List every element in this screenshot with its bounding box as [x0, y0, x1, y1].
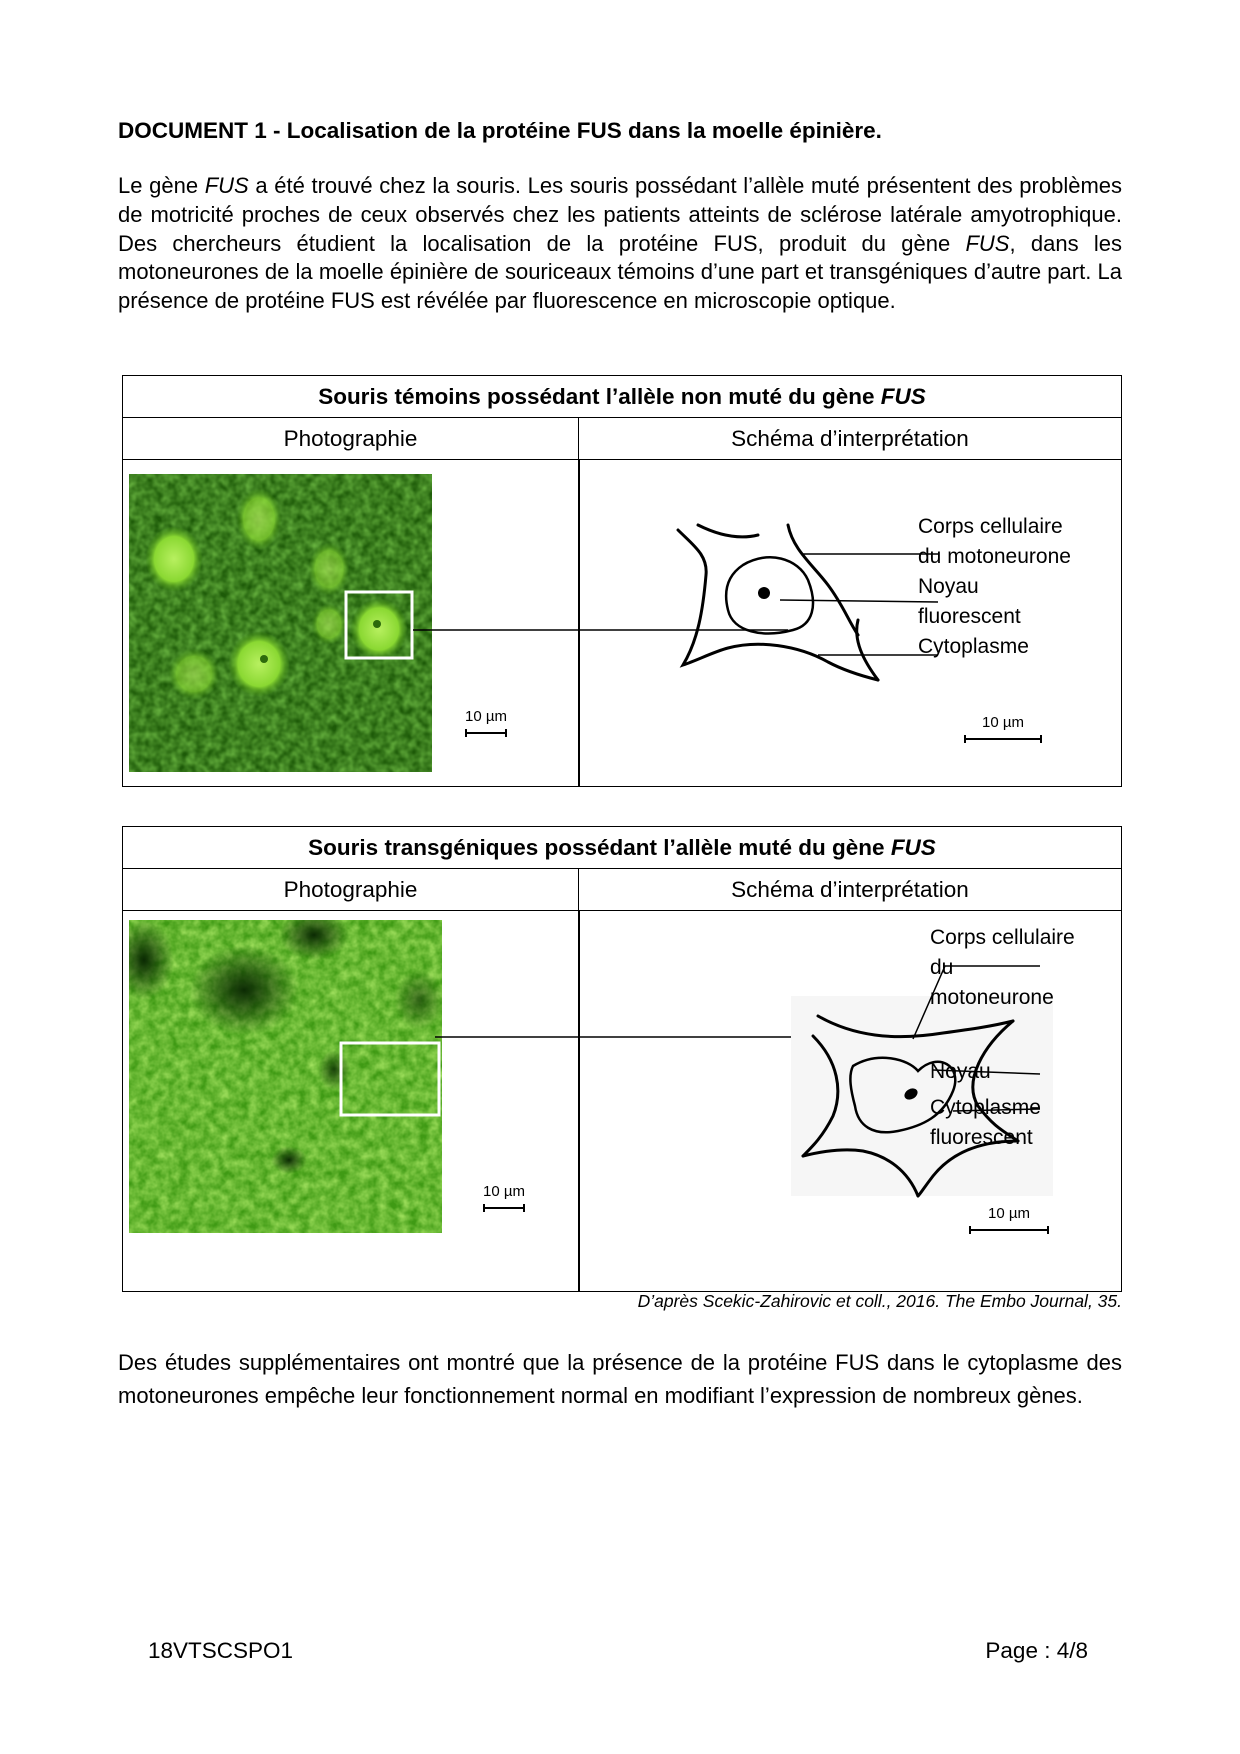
- panel-column-headers: [123, 418, 1121, 460]
- label-nucleus: Noyau: [930, 1060, 991, 1083]
- panel-transgenic-mice: [122, 826, 1122, 1292]
- column-photo-header: Photographie: [123, 418, 579, 459]
- column-schema-header: Schéma d’interprétation: [731, 426, 969, 451]
- fluorescence-micrograph: [129, 920, 442, 1233]
- panel-header: Souris témoins possédant l’allèle non muté du gène FUS: [123, 376, 1121, 418]
- document-title: DOCUMENT 1 - Localisation de la protéine FUS dans la moelle épinière.: [118, 118, 882, 143]
- label-cytoplasm: Cytoplasme fluorescent: [930, 1096, 1041, 1149]
- label-cytoplasm: Cytoplasme: [918, 635, 1029, 658]
- panel-body: [123, 460, 1121, 786]
- panel-body: [123, 911, 1121, 1291]
- panel-header: Souris transgéniques possédant l’allèle muté du gène FUS: [123, 827, 1121, 869]
- label-cell-body: Corps cellulaire du motoneurone: [918, 515, 1071, 568]
- footer-page-number: Page : 4/8: [985, 1638, 1088, 1663]
- fluorescence-micrograph: [129, 474, 432, 772]
- scale-bar-photo: 10 µm: [461, 708, 511, 737]
- panel-column-headers: [123, 869, 1121, 911]
- outro-paragraph: Des études supplémentaires ont montré que la présence de la protéine FUS dans le cytoplasme des motoneurones empêche leur fonctionnement normal en modifiant l’expression de nombreux gènes.: [118, 1350, 1122, 1408]
- scale-bar-photo: 10 µm: [479, 1183, 529, 1212]
- footer-code: 18VTSCSPO1: [148, 1638, 294, 1663]
- label-cell-body: Corps cellulaire du motoneurone: [930, 926, 1075, 1009]
- column-schema-header: Schéma d’interprétation: [731, 877, 969, 902]
- column-photo-header: Photographie: [123, 869, 579, 910]
- scale-bar-schema: 10 µm: [963, 714, 1043, 743]
- label-nucleus: Noyau fluorescent: [918, 575, 1021, 628]
- scale-bar-schema: 10 µm: [967, 1205, 1051, 1234]
- panel-control-mice: [122, 375, 1122, 787]
- source-caption: D’après Scekic-Zahirovic et coll., 2016. The Embo Journal, 35.: [637, 1291, 1122, 1311]
- intro-paragraph: Le gène FUS a été trouvé chez la souris. Les souris possédant l’allèle muté présentent des problèmes de motricité proches de ceux observés chez les patients atteints de sclérose latérale amyotrophique. Des chercheurs étudient la localisation de la protéine FUS, produit du gène FUS, dans les motoneurones de la moelle épinière de souriceaux témoins d’une part et transgéniques d’autre part. La présence de protéine FUS est révélée par fluorescence en microscopie optique.: [118, 173, 1123, 314]
